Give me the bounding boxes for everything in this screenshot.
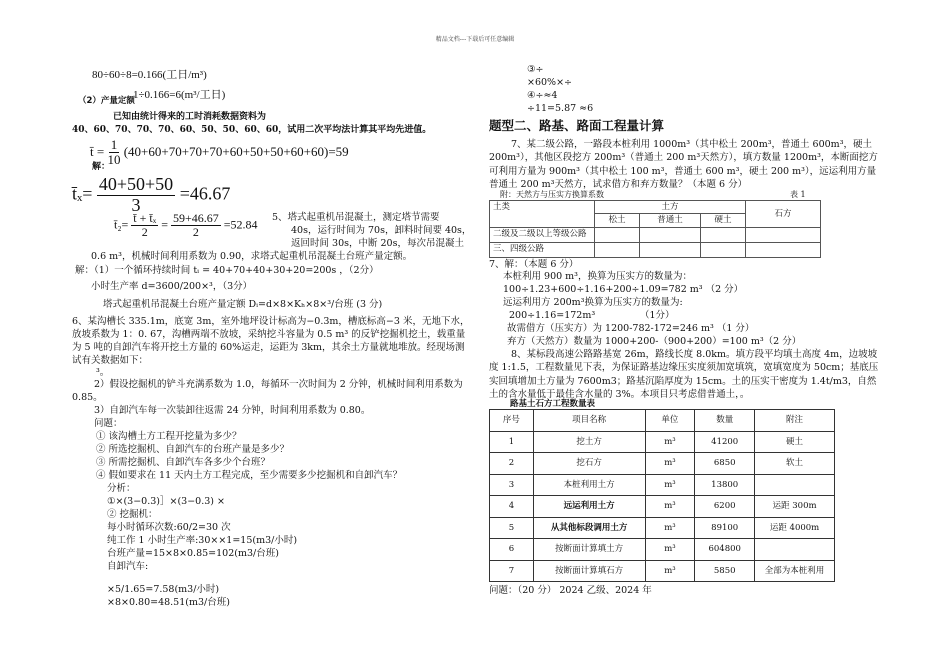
t2-cell-note: 运距 4000m bbox=[755, 517, 835, 539]
tx-value: =46.67 bbox=[179, 183, 231, 204]
t2-cell-note: 运距 300m bbox=[755, 496, 835, 518]
q6-question-3: ③ 所需挖掘机、自卸汽车各多少个台班？ bbox=[96, 457, 271, 468]
t1-header-soil: 土类 bbox=[490, 201, 595, 228]
t1-header-earthwork: 土方 bbox=[595, 201, 746, 214]
q6-analysis-2: ② 挖掘机： bbox=[107, 509, 158, 520]
t1-cell bbox=[595, 227, 640, 242]
t1-cell bbox=[640, 227, 701, 242]
a7-line-6: 弃方（天然方）数量为 1000+200-（900+200）=100 m³（2 分） bbox=[507, 336, 802, 347]
q6-paragraph: 6、某沟槽长 335.1m，底宽 3m，室外地坪设计标高为−0.3m，槽底标高−3 米，无地下水，放坡系数为 1：0. 67，沟槽两端不放坡，采纳挖斗容量为 0.5 m³ 的反铲挖掘机挖土，载重量为 5 吨的自卸汽车将开挖土方量的 60%运走，运距为 3km，其余土方量就地堆放。经现场测试有关数据如下： bbox=[72, 316, 470, 367]
intro-line-2: 40、60、70、70、70、60、50、50、60、60，试用二次平均法计算其平均先进值。 bbox=[72, 125, 432, 135]
t2-cell-qty: 604800 bbox=[695, 539, 755, 561]
t1-sub-loose: 松土 bbox=[595, 214, 640, 227]
equation-2: 1÷0.166=6(m³/工日) bbox=[133, 89, 226, 101]
t-bar-frac-den: 10 bbox=[107, 152, 121, 168]
t2-cell-no: 5 bbox=[490, 517, 534, 539]
a7-line-5: 故需借方（压实方）为 1200-782-172=246 m³ （1 分） bbox=[507, 323, 755, 334]
tx-frac-den: 3 bbox=[131, 194, 141, 215]
q6-analysis-6: 自卸汽车: bbox=[107, 561, 149, 572]
t-bar-lhs: t̄ = bbox=[90, 143, 105, 159]
t2-cell-no: 3 bbox=[490, 474, 534, 496]
table-row bbox=[490, 560, 835, 582]
q6-analysis-4: 纯工作 1 小时生产率:30××1=15(m3/小时) bbox=[107, 535, 298, 546]
t2-header-qty: 数量 bbox=[695, 410, 755, 432]
t2-cell-qty: 13800 bbox=[695, 474, 755, 496]
q5-solution-2: 小时生产率 d=3600/200×³，（3分） bbox=[91, 281, 253, 292]
t2-cell-unit: m³ bbox=[645, 539, 695, 561]
equation-1: 80÷60÷8=0.166(工日/m³) bbox=[92, 69, 207, 81]
q6-question-1: ① 该沟槽土方工程开挖量为多少？ bbox=[96, 431, 242, 442]
t2-frac-a-num: t̄ + t̄ₓ bbox=[133, 211, 157, 225]
t2-cell-unit: m³ bbox=[645, 453, 695, 475]
t1-cell bbox=[700, 242, 745, 257]
a7-line-3: 远运利用方 200m³换算为压实方的数量为: bbox=[503, 297, 683, 308]
t2-cell-name: 本桩利用土方 bbox=[533, 474, 645, 496]
t2-cell-qty: 89100 bbox=[695, 517, 755, 539]
t2-fraction-a bbox=[131, 212, 158, 239]
q6-unit-note: ³。 bbox=[96, 367, 110, 378]
t2-cell-name: 挖石方 bbox=[533, 453, 645, 475]
t2-cell-qty: 41200 bbox=[695, 431, 755, 453]
q6-analysis-3: 每小时循环次数:60/2=30 次 bbox=[107, 522, 231, 533]
a7-line-1: 本桩利用 900 m³，换算为压实方的数量为： bbox=[503, 271, 692, 282]
t2-cell-note: 软土 bbox=[755, 453, 835, 475]
right-top-4: ÷11=5.87 ≈6 bbox=[527, 103, 594, 114]
t2-frac-b-den: 2 bbox=[192, 225, 199, 240]
table-row bbox=[490, 517, 835, 539]
t2-cell-unit: m³ bbox=[645, 474, 695, 496]
q6-analysis-7: ×5/1.65=7.58(m3/小时) bbox=[107, 584, 220, 595]
t2-cell-unit: m³ bbox=[645, 517, 695, 539]
t1-row-1-label: 二级及二级以上等级公路 bbox=[490, 227, 595, 242]
q6-analysis-5: 台班产量=15×8×0.85=102(m3/台班) bbox=[107, 548, 279, 559]
q6-analysis-1: ①×(3−0.3)］×(3−0.3) × bbox=[107, 496, 225, 507]
tx-equation bbox=[72, 175, 230, 216]
q6-analysis-8: ×8×0.80=48.51(m3/台班) bbox=[107, 597, 230, 608]
q6-condition-3: 3）自卸汽车每一次装卸往返需 24 分钟，时间利用系数为 0.80。 bbox=[94, 405, 371, 416]
t-bar-equation bbox=[90, 138, 349, 168]
t2-cell-note: 硬土 bbox=[755, 431, 835, 453]
q5-solution-1: 解：（1）一个循环持续时间 tᵢ = 40+70+40+30+20=200s ，（2分） bbox=[75, 265, 379, 276]
right-top-1: ③÷ bbox=[527, 64, 544, 75]
q6-condition-2: 2）假设挖掘机的铲斗充满系数为 1.0，每循环一次时间为 2 分钟，机械时间利用系数为 0.85。 bbox=[72, 379, 463, 404]
t2-header-unit: 单位 bbox=[645, 410, 695, 432]
t1-cell bbox=[640, 242, 701, 257]
t1-cell bbox=[700, 227, 745, 242]
jie-label: 解： bbox=[92, 162, 111, 172]
t2-cell-unit: m³ bbox=[645, 431, 695, 453]
q5-line-2: 40s，运行时间为 70s，卸料时间要 40s， bbox=[291, 225, 472, 236]
t1-cell bbox=[746, 242, 821, 257]
section-2-title: （2）产量定额 bbox=[78, 96, 135, 106]
t1-row-2-label: 三、四级公路 bbox=[490, 242, 595, 257]
t2-cell-name: 远运利用土方 bbox=[533, 496, 645, 518]
a7-line-4-score: （1分） bbox=[640, 310, 675, 321]
table-row bbox=[490, 431, 835, 453]
t2-cell-qty: 6850 bbox=[695, 453, 755, 475]
t2-value: =52.84 bbox=[223, 217, 258, 232]
t2-cell-qty: 5850 bbox=[695, 560, 755, 582]
table2-title: 路基土石方工程数量表 bbox=[510, 399, 596, 409]
a7-line-0: 7、解：（本题 6 分） bbox=[489, 259, 579, 270]
t2-cell-name: 挖土方 bbox=[533, 431, 645, 453]
table-row bbox=[490, 496, 835, 518]
a7-line-4: 200÷1.16=172m³ bbox=[509, 310, 596, 321]
right-top-2: ×60%×÷ bbox=[527, 77, 572, 88]
t2-cell-note: 全部为本桩利用 bbox=[755, 560, 835, 582]
t2-cell-name: 按断面计算填石方 bbox=[533, 560, 645, 582]
q5-line-4: 0.6 m³，机械时间利用系数为 0.90，求塔式起重机吊混凝土台班产量定额。 bbox=[91, 251, 413, 262]
t2-cell-no: 2 bbox=[490, 453, 534, 475]
earthwork-table bbox=[489, 409, 835, 582]
t2-header-note: 附注 bbox=[755, 410, 835, 432]
table-row bbox=[490, 474, 835, 496]
q8-paragraph: 8、某标段高速公路路基宽 26m，路线长度 8.0km。填方段平均填土高度 4m，边坡坡度 1:1.5，工程数量见下表，为保证路基边缘压实度须加宽填筑，宽填宽度为 50cm；基底压实回填增加土方量为 7600m3；路基沉陷厚度为 15cm。土的压实干密度为 1.4t/m3，自然土的含水量低于最佳含水量的 3%。本项目只考虑借普通土，。 bbox=[489, 349, 879, 401]
q6-question-label: 问题： bbox=[94, 418, 123, 429]
footer-question: 问题：（20 分） 2024 乙级、2024 年 bbox=[489, 585, 652, 596]
q7-paragraph: 7、某二级公路，一路段本桩利用 1000m³（其中松土 200m³，普通土 600m³，硬土 200m³），其他区段挖方 200m³（普通土 200 m³天然方），填方数量 1200m³，本断面挖方可利用方量为 900m³（其中松土 100 m³，普通土 600 m³，硬土 200 m³），远运利用方量普通土 200 m³天然方，试求借方和弃方数量？（本题 6 分） bbox=[489, 139, 878, 191]
table-row bbox=[490, 539, 835, 561]
t2-cell-name: 从其他标段调用土方 bbox=[533, 517, 645, 539]
header-banner: 精品文档---下载后可任意编辑 bbox=[435, 36, 515, 43]
right-top-3: ④÷≈4 bbox=[527, 90, 558, 101]
q5-line-1: 5、塔式起重机吊混凝土，测定塔节需要 bbox=[272, 212, 440, 223]
q6-question-2: ② 所选挖掘机、自卸汽车的台班产量是多少？ bbox=[96, 444, 290, 455]
t1-cell bbox=[595, 242, 640, 257]
q6-analysis-label: 分析： bbox=[107, 483, 136, 494]
t2-cell-no: 4 bbox=[490, 496, 534, 518]
q5-solution-3: 塔式起重机吊混凝土台班产量定额 Dᵢ=d×8×Kₕ×8×³/台班 (3 分) bbox=[103, 299, 383, 310]
t2-equation: t̄₂= $\frac{\text{t̄ + t̄ₓ}}{2}$ = $\frac{59+46.67}{2}$ =52.84 bbox=[114, 211, 258, 240]
t2-cell-qty: 6200 bbox=[695, 496, 755, 518]
a7-line-2: 100÷1.23+600÷1.16+200÷1.09=782 m³ （2 分） bbox=[503, 284, 744, 295]
t-bar-expr: (40+60+70+70+70+60+50+50+60+60)=59 bbox=[123, 143, 349, 159]
t-bar-frac-num: 1 bbox=[110, 137, 118, 152]
t2-header-row bbox=[490, 410, 835, 432]
table1-title: 附：天然方与压实方换算系数 bbox=[500, 190, 604, 199]
intro-line-1: 已知由统计得来的工时消耗数据资料为 bbox=[113, 112, 267, 122]
t2-cell-name: 按断面计算填土方 bbox=[533, 539, 645, 561]
conversion-table bbox=[489, 200, 821, 258]
t1-sub-hard: 硬土 bbox=[700, 214, 745, 227]
t2-cell-no: 1 bbox=[490, 431, 534, 453]
section-title: 题型二、路基、路面工程量计算 bbox=[489, 118, 665, 133]
q6-question-4: ④ 假如要求在 11 天内土方工程完成，至少需要多少挖掘机和自卸汽车？ bbox=[96, 470, 403, 481]
t2-header-no: 序号 bbox=[490, 410, 534, 432]
t2-cell-no: 7 bbox=[490, 560, 534, 582]
tx-frac-num: 40+50+50 bbox=[98, 174, 174, 194]
t2-frac-a-den: 2 bbox=[141, 225, 148, 240]
t1-header-rockwork: 石方 bbox=[746, 201, 821, 228]
table1-label: 表 1 bbox=[790, 190, 806, 199]
t2-cell-note bbox=[755, 539, 835, 561]
table-row bbox=[490, 453, 835, 475]
t1-sub-normal: 普通土 bbox=[640, 214, 701, 227]
t2-cell-note bbox=[755, 474, 835, 496]
q5-line-3: 返回时间 30s，中断 20s，每次吊混凝土 bbox=[291, 238, 464, 249]
t2-cell-no: 6 bbox=[490, 539, 534, 561]
t2-lhs: t̄₂= bbox=[114, 217, 129, 232]
t2-cell-unit: m³ bbox=[645, 496, 695, 518]
t1-cell bbox=[746, 227, 821, 242]
t2-header-name: 项目名称 bbox=[533, 410, 645, 432]
t2-fraction-b bbox=[171, 212, 221, 239]
tx-lhs: t̄ₓ= bbox=[72, 183, 93, 204]
t2-frac-b-num: 59+46.67 bbox=[173, 211, 219, 225]
t2-cell-unit: m³ bbox=[645, 560, 695, 582]
tx-fraction bbox=[97, 175, 175, 216]
